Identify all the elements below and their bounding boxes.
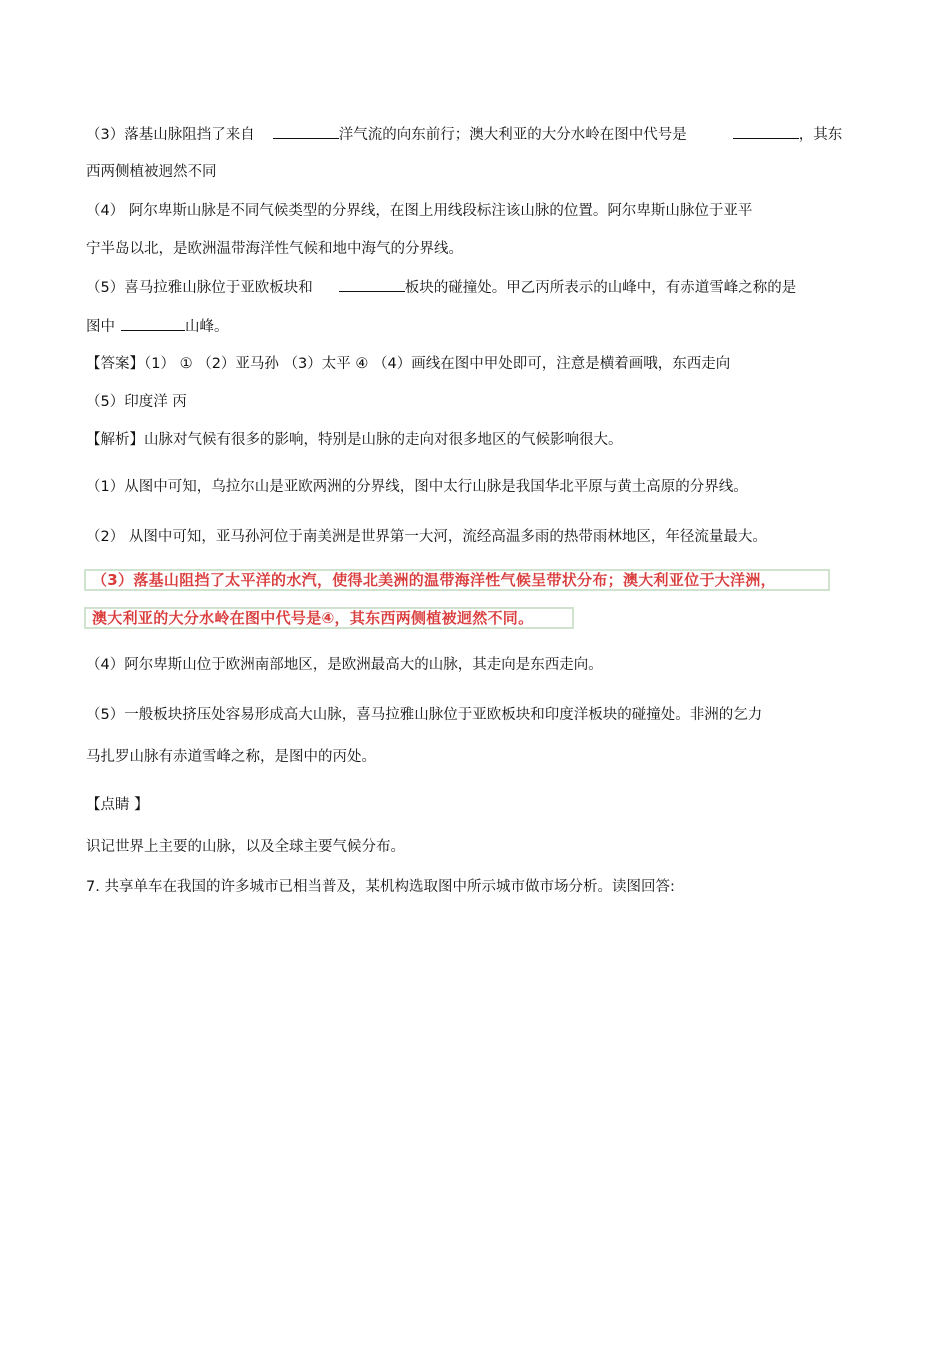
dianjing-text: 识记世界上主要的山脉，以及全球主要气候分布。 [86, 839, 405, 855]
dianjing-title: 【点睛 】 [86, 797, 149, 813]
q5-text-4: 山峰。 [185, 319, 229, 335]
q4-line2: 宁半岛以北，是欧洲温带海洋性气候和地中海气的分界线。 [86, 241, 463, 257]
analysis-p3-line1: （3）落基山阻挡了太平洋的水汽，使得北美洲的温带海洋性气候呈带状分布；澳大利亚位于大洋洲， [92, 571, 776, 589]
analysis-p4: （4）阿尔卑斯山位于欧洲南部地区，是欧洲最高大的山脉，其走向是东西走向。 [86, 657, 603, 673]
analysis-p5-line1: （5）一般板块挤压处容易形成高大山脉，喜马拉雅山脉位于亚欧板块和印度洋板块的碰撞处。非洲的乞力 [86, 707, 763, 723]
q7-text: 7. 共享单车在我国的许多城市已相当普及，某机构选取图中所示城市做市场分析。读图回答: [86, 879, 675, 895]
q5-line2 [86, 316, 229, 337]
analysis-p2: （2） 从图中可知，亚马孙河位于南美洲是世界第一大河，流经高温多雨的热带雨林地区，年径流量最大。 [86, 529, 767, 545]
q5-text-2: 板块的碰撞处。甲乙丙所表示的山峰中，有赤道雪峰之称的是 [404, 280, 797, 296]
q3-line1 [86, 124, 842, 145]
analysis-p1: （1）从图中可知，乌拉尔山是亚欧两洲的分界线，图中太行山脉是我国华北平原与黄土高原的分界线。 [86, 479, 748, 495]
q5-text-3: 图中 [86, 319, 115, 335]
answer-line2: （5）印度洋 丙 [86, 394, 187, 410]
q3-blank-2 [733, 124, 799, 139]
q3-text-1: （3）落基山脉阻挡了来自 [86, 127, 255, 143]
q3-text-3: ，其东 [798, 127, 843, 143]
q3-text-2: 洋气流的向东前行；澳大利亚的大分水岭在图中代号是 [338, 127, 687, 143]
q3-line2: 西两侧植被迥然不同 [86, 164, 217, 180]
analysis-p3-line2: 澳大利亚的大分水岭在图中代号是④，其东西两侧植被迥然不同。 [92, 609, 534, 627]
q4-line1: （4） 阿尔卑斯山脉是不同气候类型的分界线，在图上用线段标注该山脉的位置。阿尔卑斯山脉位于亚平 [86, 203, 753, 219]
q5-text-1: （5）喜马拉雅山脉位于亚欧板块和 [86, 280, 313, 296]
analysis-p5-line2: 马扎罗山脉有赤道雪峰之称，是图中的丙处。 [86, 749, 376, 765]
analysis-intro: 【解析】山脉对气候有很多的影响，特别是山脉的走向对很多地区的气候影响很大。 [86, 432, 623, 448]
answer-line1: 【答案】（1） ① （2）亚马孙 （3）太平 ④ （4）画线在图中甲处即可，注意是横着画哦，东西走向 [86, 356, 731, 372]
q3-blank-1 [273, 124, 339, 139]
q5-line1 [86, 277, 796, 298]
q5-blank-1 [339, 277, 405, 292]
q5-blank-2 [121, 316, 185, 331]
